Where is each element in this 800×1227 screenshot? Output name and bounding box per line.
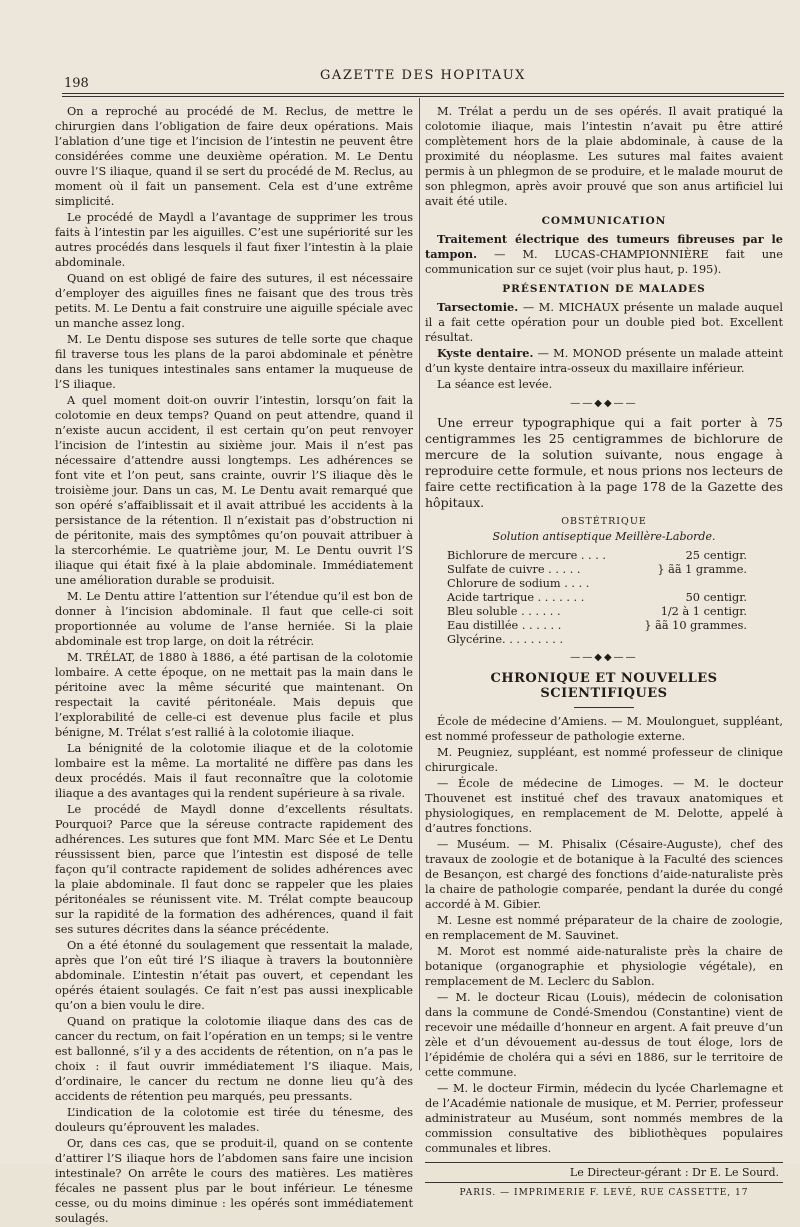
recipe-list xyxy=(447,548,747,646)
solution-title: Solution antiseptique Meillère-Laborde. xyxy=(492,530,716,543)
paragraph-tarsectomie xyxy=(425,300,783,345)
item-lead: Traitement électrique des tumeurs fibreuses par le tampon. xyxy=(425,232,783,261)
page-header xyxy=(62,68,784,90)
news-item: M. Morot est nommé aide-naturaliste près la chaire de botanique (organographie et physiologie végétale), en remplacement de M. Leclerc du Sablon. xyxy=(425,945,783,988)
recipe-row: Bleu soluble . . . . . . 1/2 à 1 centigr. xyxy=(447,605,747,618)
news-item: M. Lesne est nommé préparateur de la chaire de zoologie, en remplacement de M. Sauvinet. xyxy=(425,914,783,942)
director-signature: Le Directeur-gérant : Dr E. Le Sourd. xyxy=(425,1162,783,1183)
news-item: — Muséum. — M. Phisalix (Césaire-Auguste), chef des travaux de zoologie et de botanique à la Faculté des sciences de Besançon, est chargé des fonctions d’aide-naturaliste près la chaire de pathologie comparée, pendant la durée du congé accordé à M. Gibier. xyxy=(425,838,783,911)
subsection-obstetrique: OBSTÉTRIQUE xyxy=(561,516,647,527)
right-column xyxy=(425,104,783,1201)
ornament-divider: ——◆◆—— xyxy=(570,652,638,663)
paragraph: Or, dans ces cas, que se produit-il, quand on se contente d’attirer l’S iliaque hors de l’abdomen sans faire une incision intestinale? On arrête le cours des matières. Les matières fécales ne passent plus par le bout inférieur. Le ténesme cesse, ou du moins diminue : les opérés sont immédiatement soulagés. xyxy=(55,1137,413,1225)
paragraph-communication xyxy=(425,232,783,277)
page-number: 198 xyxy=(64,76,89,91)
news-item: — École de médecine de Limoges. — M. le docteur Thouvenet est institué chef des travaux anatomiques et physiologiques, en remplacement de M. Delotte, appelé à d’autres fonctions. xyxy=(425,777,783,835)
item-lead: Tarsectomie. xyxy=(437,300,519,314)
header-rule xyxy=(62,93,784,94)
paragraph: L’indication de la colotomie est tirée du ténesme, des douleurs qu’éprouvent les malades. xyxy=(55,1106,413,1134)
paragraph-kyste xyxy=(425,346,783,376)
news-item: — M. le docteur Firmin, médecin du lycée Charlemagne et de l’Académie nationale de musique, et M. Perrier, professeur administrateur au Muséum, sont nommés membres de la commission consultative des bibliothèques populaires communales et libres. xyxy=(425,1082,783,1155)
section-title-chronique: CHRONIQUE ET NOUVELLES SCIENTIFIQUES xyxy=(490,671,718,701)
paragraph: On a été étonné du soulagement que ressentait la malade, après que l’on eût tiré l’S iliaque à travers la boutonnière abdominale. L’intestin n’était pas ouvert, et cependant les opérés étaient soulagés. Ce fait n’est pas aussi inexplicable qu’on a bien voulu le dire. xyxy=(55,939,413,1012)
session-closed: La séance est levée. xyxy=(437,378,553,391)
recipe-row: Chlorure de sodium . . . . xyxy=(447,577,590,590)
journal-title: GAZETTE DES HOPITAUX xyxy=(320,68,526,83)
header-rule-2 xyxy=(62,96,784,97)
paragraph: Quand on est obligé de faire des sutures, il est nécessaire d’employer des aiguilles fines ne faisant que des trous très petits. M. Le Dentu a fait construire une aiguille spéciale avec un manche assez long. xyxy=(55,272,413,330)
erratum-paragraph: Une erreur typographique qui a fait porter à 75 centigrammes les 25 centigrammes de bichlorure de mercure de la solution suivante, nous engage à reproduire cette formule, et nous prions nos lecteurs de faire cette rectification à la page 178 de la Gazette des hôpitaux. xyxy=(425,415,783,510)
recipe-row: Glycérine. . . . . . . . . xyxy=(447,633,564,646)
paragraph: La bénignité de la colotomie iliaque et de la colotomie lombaire est la même. La mortalité ne diffère pas dans les deux procédés. Mais il faut reconnaître que la colotomie iliaque a des avantages qui la rendent supérieure à sa rivale. xyxy=(55,742,413,800)
paragraph: On a reproché au procédé de M. Reclus, de mettre le chirurgien dans l’obligation de faire deux opérations. Mais l’ablation d’une tige et l’incision de l’intestin ne peuvent être considérées comme une deuxième opération. M. Le Dentu ouvre l’S iliaque, quand il se sert du procédé de M. Reclus, au moment où il fait un pansement. Cela est d’une extrême simplicité. xyxy=(55,105,413,208)
paragraph: M. Le Dentu attire l’attention sur l’étendue qu’il est bon de donner à l’incision abdominale. Il faut que celle-ci soit proportionnée au volume de l’anse herniée. Si la plaie abdominale est trop large, on doit la rétrécir. xyxy=(55,590,413,648)
left-column xyxy=(55,104,413,1227)
news-item: M. Peugniez, suppléant, est nommé professeur de clinique chirurgicale. xyxy=(425,746,783,774)
paragraph: Le procédé de Maydl donne d’excellents résultats. Pourquoi? Parce que la séreuse contracte rapidement des adhérences. Les sutures que font MM. Marc Sée et Le Dentu réussissent bien, parce que l’intestin est disposé de telle façon qu’il contracte rapidement de solides adhérences avec la plaie abdominale. Il faut donc se rappeler que les plaies péritonéales se réunissent vite. M. Trélat compte beaucoup sur la rapidité de la formation des adhérences, quand il fait ses sutures décrites dans la séance précédente. xyxy=(55,803,413,936)
item-text: — M. LUCAS-CHAMPIONNIÈRE fait une communication sur ce sujet (voir plus haut, p. 195). xyxy=(425,248,783,276)
recipe-row: Eau distillée . . . . . . } ãã 10 grammes. xyxy=(447,619,747,632)
section-title-communication: COMMUNICATION xyxy=(541,215,667,227)
paragraph: A quel moment doit-on ouvrir l’intestin, lorsqu’on fait la colotomie en deux temps? Quand on peut attendre, quand il n’existe aucun accident, il est certain qu’on peut renvoyer l’incision de l’intestin au sixième jour. Mais il n’est pas nécessaire d’attendre aussi longtemps. Les adhérences se font vite et l’on peut, sans crainte, ouvrir l’S iliaque dès le troisième jour. Dans un cas, M. Le Dentu avait remarqué que son opéré s’affaiblissait et il avait attribué les accidents à la persistance de la rétention. Il n’existait pas d’obstruction ni de péritonite, mais des symptômes qu’on pouvait attribuer à la stercorhémie. Le quatrième jour, M. Le Dentu ouvrit l’S iliaque qui était fixé à la plaie abdominale. Immédiatement une amélioration durable se produisit. xyxy=(55,394,413,587)
printer-imprint: PARIS. — IMPRIMERIE F. LEVÉ, RUE CASSETTE, 17 xyxy=(459,1188,749,1198)
recipe-row: Sulfate de cuivre . . . . . } ãã 1 gramme. xyxy=(447,563,747,576)
recipe-row: Bichlorure de mercure . . . . 25 centigr. xyxy=(447,549,747,562)
news-item: École de médecine d’Amiens. — M. Moulonguet, suppléant, est nommé professeur de pathologie externe. xyxy=(425,715,783,743)
short-rule xyxy=(574,707,634,708)
item-text: — M. MONOD présente un malade atteint d’un kyste dentaire intra-osseux du maxillaire inférieur. xyxy=(425,347,783,375)
ornament-divider: ——◆◆—— xyxy=(570,398,638,409)
paragraph: M. Le Dentu dispose ses sutures de telle sorte que chaque fil traverse tous les plans de la paroi abdominale et pénètre dans les tuniques intestinales sans entamer la muqueuse de l’S iliaque. xyxy=(55,333,413,391)
paragraph: M. Trélat a perdu un de ses opérés. Il avait pratiqué la colotomie iliaque, mais l’intestin n’avait pu être attiré complètement hors de la plaie abdominale, à cause de la proximité du néoplasme. Les sutures mal faites avaient permis à un phlegmon de se produire, et le malade mourut de son phlegmon, après avoir prouvé que son anus artificiel lui avait été utile. xyxy=(425,105,783,208)
paragraph: M. TRÉLAT, de 1880 à 1886, a été partisan de la colotomie lombaire. A cette époque, on ne mettait pas la main dans le péritoine avec la même sécurité que maintenant. On respectait la cavité péritonéale. Mais depuis que l’explorabilité de celle-ci est devenue plus facile et plus bénigne, M. Trélat s’est rallié à la colotomie iliaque. xyxy=(55,651,413,739)
recipe-row: Acide tartrique . . . . . . . 50 centigr. xyxy=(447,591,747,604)
section-title-presentation: PRÉSENTATION DE MALADES xyxy=(502,283,706,295)
paragraph: Quand on pratique la colotomie iliaque dans des cas de cancer du rectum, on fait l’opération en un temps; si le ventre est ballonné, s’il y a des accidents de rétention, on n’a pas le choix : il faut ouvrir immédiatement l’S iliaque. Mais, d’ordinaire, le cancer du rectum ne donne lieu qu’à des accidents de rétention peu marqués, peu pressants. xyxy=(55,1015,413,1103)
column-divider xyxy=(419,98,420,1070)
paragraph: Le procédé de Maydl a l’avantage de supprimer les trous faits à l’intestin par les aiguilles. C’est une supériorité sur les autres procédés dans lesquels il faut fixer l’intestin à la plaie abdominale. xyxy=(55,211,413,269)
item-lead: Kyste dentaire. xyxy=(437,346,534,360)
news-item: — M. le docteur Ricau (Louis), médecin de colonisation dans la commune de Condé-Smendou (Constantine) vient de recevoir une médaille d’honneur en argent. A fait preuve d’un zèle et d’un dévouement au-dessus de tout éloge, lors de l’épidémie de choléra qui a sévi en 1886, sur le territoire de cette commune. xyxy=(425,991,783,1079)
item-text: — M. MICHAUX présente un malade auquel il a fait cette opération pour un double pied bot. Excellent résultat. xyxy=(425,301,783,344)
